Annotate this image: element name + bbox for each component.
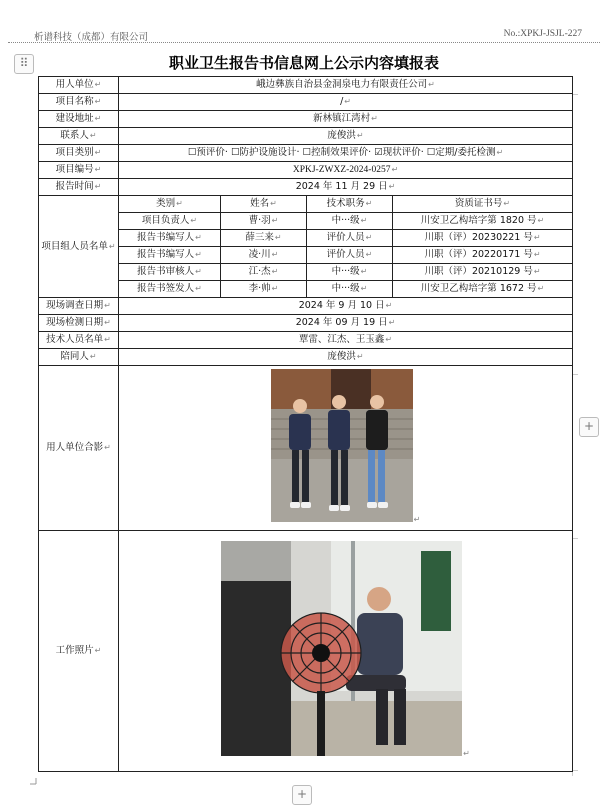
table-row <box>39 281 573 298</box>
members-header-name: 姓名↵ <box>221 196 307 213</box>
members-header-title: 技术职务↵ <box>307 196 393 213</box>
members-label: 项目组人员名单↵ <box>39 196 119 298</box>
checkbox-protection-design[interactable]: ☐防护设施设计· <box>230 147 300 158</box>
table-row <box>39 298 573 315</box>
members-header-category: 类别↵ <box>119 196 221 213</box>
table-row <box>39 230 573 247</box>
crop-mark-icon <box>572 770 580 778</box>
contact-value[interactable]: 庞俊洪↵ <box>119 128 573 145</box>
member-name[interactable]: 凌·川↵ <box>221 247 307 264</box>
member-role[interactable]: 报告书签发人↵ <box>119 281 221 298</box>
category-label: 项目类别↵ <box>39 145 119 162</box>
move-handle-icon[interactable]: ⠿ <box>14 54 34 74</box>
category-options: ☐预评价· ☐防护设施设计· ☐控制效果评价· ☑现状评价· ☐定期/委托检测↵ <box>119 145 573 162</box>
checkbox-pre-assessment[interactable]: ☐预评价· <box>187 147 228 158</box>
table-row <box>39 315 573 332</box>
work-photo[interactable] <box>221 541 462 756</box>
work-photo-label: 工作照片↵ <box>39 531 119 772</box>
add-row-plus-icon[interactable]: + <box>292 785 312 805</box>
code-value[interactable]: XPKJ-ZWXZ-2024-0257↵ <box>119 162 573 179</box>
crop-mark-icon <box>572 538 580 546</box>
member-cert[interactable]: 川职（评）20230221 号↵ <box>393 230 573 247</box>
member-name[interactable]: 李·帅↵ <box>221 281 307 298</box>
member-title[interactable]: 中···级↵ <box>307 213 393 230</box>
table-row <box>39 332 573 349</box>
address-label: 建设地址↵ <box>39 111 119 128</box>
table-row <box>39 162 573 179</box>
header-divider <box>8 42 600 43</box>
member-cert[interactable]: 川职（评）20220171 号↵ <box>393 247 573 264</box>
table-row <box>39 247 573 264</box>
member-role[interactable]: 报告书编写人↵ <box>119 230 221 247</box>
table-row <box>39 349 573 366</box>
member-title[interactable]: 中···级↵ <box>307 264 393 281</box>
project-label: 项目名称↵ <box>39 94 119 111</box>
project-value[interactable]: /↵ <box>119 94 573 111</box>
contact-label: 联系人↵ <box>39 128 119 145</box>
member-role[interactable]: 报告书审核人↵ <box>119 264 221 281</box>
table-row <box>39 111 573 128</box>
crop-mark-icon <box>572 94 580 102</box>
table-row <box>39 531 573 772</box>
report-time-value[interactable]: 2024 年 11 月 29 日↵ <box>119 179 573 196</box>
table-row <box>39 94 573 111</box>
member-name[interactable]: 江·杰↵ <box>221 264 307 281</box>
checkbox-control-effect[interactable]: ☐控制效果评价· <box>302 147 372 158</box>
code-label: 项目编号↵ <box>39 162 119 179</box>
test-date-label: 现场检测日期↵ <box>39 315 119 332</box>
member-cert[interactable]: 川安卫乙构培字第 1820 号↵ <box>393 213 573 230</box>
document-number: No.:XPKJ-JSJL-227 <box>503 29 582 39</box>
member-name[interactable]: 曹·羽↵ <box>221 213 307 230</box>
crop-mark-icon <box>30 778 38 786</box>
escort-label: 陪同人↵ <box>39 349 119 366</box>
test-date-value[interactable]: 2024 年 09 月 19 日↵ <box>119 315 573 332</box>
checkbox-periodic-testing[interactable]: ☐定期/委托检测 <box>426 147 496 158</box>
member-title[interactable]: 评价人员↵ <box>307 247 393 264</box>
member-cert[interactable]: 川职（评）20210129 号↵ <box>393 264 573 281</box>
member-name[interactable]: 薛三来↵ <box>221 230 307 247</box>
table-row <box>39 179 573 196</box>
page-title: 职业卫生报告书信息网上公示内容填报表 <box>168 54 439 72</box>
table-row <box>39 366 573 531</box>
group-photo-label: 用人单位合影↵ <box>39 366 119 531</box>
group-photo-cell: ↵ <box>119 366 573 531</box>
table-row <box>39 196 573 213</box>
member-title[interactable]: 评价人员↵ <box>307 230 393 247</box>
member-role[interactable]: 报告书编写人↵ <box>119 247 221 264</box>
tech-staff-label: 技术人员名单↵ <box>39 332 119 349</box>
work-photo-cell: ↵ <box>119 531 573 772</box>
table-row <box>39 128 573 145</box>
member-title[interactable]: 中···级↵ <box>307 281 393 298</box>
employer-value[interactable]: 峨边彝族自治县金洞泉电力有限责任公司↵ <box>119 77 573 94</box>
company-name: 析谱科技（成都）有限公司 <box>34 32 149 43</box>
report-time-label: 报告时间↵ <box>39 179 119 196</box>
survey-date-value[interactable]: 2024 年 9 月 10 日↵ <box>119 298 573 315</box>
address-value[interactable]: 新林镇江湾村↵ <box>119 111 573 128</box>
table-row <box>39 77 573 94</box>
group-photo[interactable] <box>271 369 413 522</box>
survey-date-label: 现场调查日期↵ <box>39 298 119 315</box>
crop-mark-icon <box>572 374 580 382</box>
table-row <box>39 213 573 230</box>
member-cert[interactable]: 川安卫乙构培字第 1672 号↵ <box>393 281 573 298</box>
escort-value[interactable]: 庞俊洪↵ <box>119 349 573 366</box>
table-row <box>39 145 573 162</box>
report-form-table <box>38 76 573 772</box>
add-column-plus-icon[interactable]: + <box>579 417 599 437</box>
member-role[interactable]: 项目负责人↵ <box>119 213 221 230</box>
checkbox-status-assessment[interactable]: ☑现状评价· <box>374 147 424 158</box>
members-header-cert: 资质证书号↵ <box>393 196 573 213</box>
employer-label: 用人单位↵ <box>39 77 119 94</box>
tech-staff-value[interactable]: 覃雷、江杰、王玉鑫↵ <box>119 332 573 349</box>
table-row <box>39 264 573 281</box>
